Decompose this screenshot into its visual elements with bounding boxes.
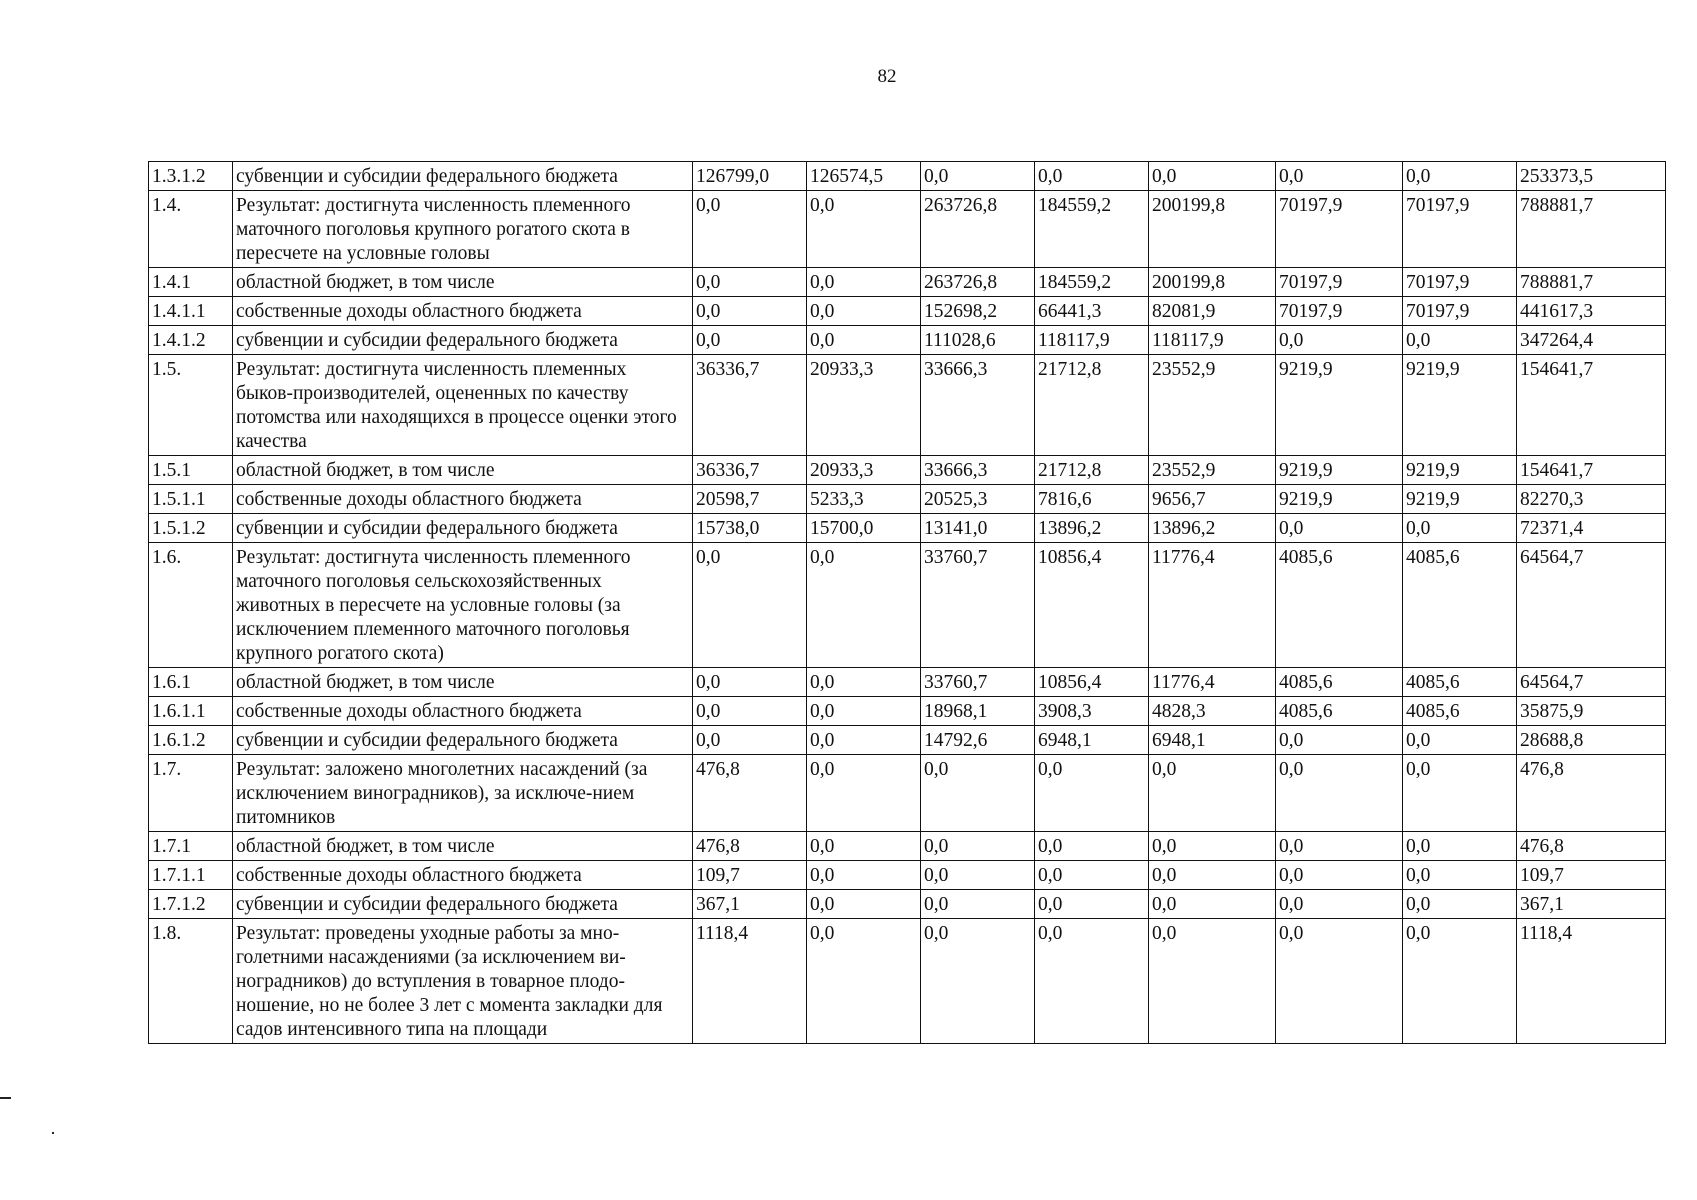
row-value: 36336,7 — [693, 456, 807, 485]
row-value: 476,8 — [693, 755, 807, 832]
row-value: 0,0 — [1149, 832, 1276, 861]
row-value: 70197,9 — [1403, 191, 1517, 268]
row-description: субвенции и субсидии федерального бюджета — [233, 162, 693, 191]
row-value: 0,0 — [807, 697, 921, 726]
table-row — [149, 919, 1666, 1044]
row-value: 20933,3 — [807, 456, 921, 485]
row-value: 0,0 — [1403, 162, 1517, 191]
row-value: 9219,9 — [1403, 355, 1517, 456]
row-value: 9219,9 — [1276, 355, 1403, 456]
row-value: 3908,3 — [1035, 697, 1149, 726]
row-value: 184559,2 — [1035, 268, 1149, 297]
row-value: 126574,5 — [807, 162, 921, 191]
table-row — [149, 543, 1666, 668]
table-row — [149, 697, 1666, 726]
row-value: 184559,2 — [1035, 191, 1149, 268]
table-row — [149, 191, 1666, 268]
row-code: 1.7.1 — [149, 832, 233, 861]
row-value: 33760,7 — [921, 543, 1035, 668]
row-value: 11776,4 — [1149, 668, 1276, 697]
row-code: 1.6. — [149, 543, 233, 668]
row-value: 0,0 — [1276, 514, 1403, 543]
row-description: собственные доходы областного бюджета — [233, 485, 693, 514]
row-value: 13896,2 — [1149, 514, 1276, 543]
row-value: 70197,9 — [1276, 268, 1403, 297]
row-value: 66441,3 — [1035, 297, 1149, 326]
row-value: 70197,9 — [1276, 191, 1403, 268]
row-code: 1.7. — [149, 755, 233, 832]
row-description: субвенции и субсидии федерального бюджета — [233, 514, 693, 543]
table-row — [149, 355, 1666, 456]
row-value: 9219,9 — [1276, 485, 1403, 514]
scan-mark-left — [0, 1097, 11, 1099]
table-row — [149, 668, 1666, 697]
row-value: 6948,1 — [1035, 726, 1149, 755]
row-description: Результат: достигнута численность племенных быков-производителей, оцененных по качеству потомства или находящихся в процессе оценки этого качества — [233, 355, 693, 456]
row-value: 263726,8 — [921, 191, 1035, 268]
row-value: 0,0 — [693, 191, 807, 268]
row-value: 118117,9 — [1149, 326, 1276, 355]
row-total-value: 35875,9 — [1517, 697, 1666, 726]
table-row — [149, 832, 1666, 861]
row-total-value: 347264,4 — [1517, 326, 1666, 355]
table-row — [149, 726, 1666, 755]
row-value: 20525,3 — [921, 485, 1035, 514]
row-code: 1.8. — [149, 919, 233, 1044]
row-value: 9656,7 — [1149, 485, 1276, 514]
row-value: 0,0 — [1403, 861, 1517, 890]
row-description: собственные доходы областного бюджета — [233, 697, 693, 726]
row-total-value: 788881,7 — [1517, 268, 1666, 297]
row-value: 0,0 — [807, 890, 921, 919]
row-value: 0,0 — [921, 832, 1035, 861]
table-row — [149, 297, 1666, 326]
row-value: 70197,9 — [1276, 297, 1403, 326]
row-value: 0,0 — [1035, 162, 1149, 191]
row-total-value: 154641,7 — [1517, 456, 1666, 485]
row-value: 0,0 — [1403, 832, 1517, 861]
row-value: 15738,0 — [693, 514, 807, 543]
row-description: Результат: достигнута численность племенного маточного поголовья сельскохозяйственных животных в пересчете на условные головы (за исключением племенного маточного поголовья крупного рогатого скота) — [233, 543, 693, 668]
row-value: 0,0 — [1276, 755, 1403, 832]
row-code: 1.4.1 — [149, 268, 233, 297]
row-value: 10856,4 — [1035, 668, 1149, 697]
row-value: 0,0 — [921, 919, 1035, 1044]
table-row — [149, 755, 1666, 832]
row-value: 9219,9 — [1276, 456, 1403, 485]
row-code: 1.4.1.1 — [149, 297, 233, 326]
row-value: 0,0 — [693, 726, 807, 755]
row-value: 0,0 — [921, 755, 1035, 832]
row-code: 1.3.1.2 — [149, 162, 233, 191]
row-code: 1.6.1.1 — [149, 697, 233, 726]
row-value: 0,0 — [1035, 755, 1149, 832]
row-value: 21712,8 — [1035, 456, 1149, 485]
row-code: 1.6.1 — [149, 668, 233, 697]
row-value: 33666,3 — [921, 456, 1035, 485]
row-value: 0,0 — [1403, 919, 1517, 1044]
row-value: 200199,8 — [1149, 268, 1276, 297]
row-description: субвенции и субсидии федерального бюджета — [233, 726, 693, 755]
row-value: 21712,8 — [1035, 355, 1149, 456]
row-value: 0,0 — [807, 191, 921, 268]
row-value: 70197,9 — [1403, 268, 1517, 297]
row-code: 1.4. — [149, 191, 233, 268]
row-total-value: 154641,7 — [1517, 355, 1666, 456]
row-value: 0,0 — [693, 697, 807, 726]
row-value: 4085,6 — [1276, 697, 1403, 726]
row-description: собственные доходы областного бюджета — [233, 861, 693, 890]
row-total-value: 64564,7 — [1517, 543, 1666, 668]
table-row — [149, 861, 1666, 890]
row-value: 0,0 — [1149, 861, 1276, 890]
row-value: 23552,9 — [1149, 456, 1276, 485]
row-description: областной бюджет, в том числе — [233, 832, 693, 861]
row-value: 200199,8 — [1149, 191, 1276, 268]
row-value: 0,0 — [921, 861, 1035, 890]
table-row — [149, 485, 1666, 514]
row-value: 0,0 — [1149, 890, 1276, 919]
row-value: 7816,6 — [1035, 485, 1149, 514]
row-code: 1.5.1.1 — [149, 485, 233, 514]
table-row — [149, 456, 1666, 485]
row-total-value: 367,1 — [1517, 890, 1666, 919]
table-row — [149, 514, 1666, 543]
row-description: Результат: заложено многолетних насаждений (за исключением виноградников), за исключе-нием питомников — [233, 755, 693, 832]
row-value: 0,0 — [1276, 832, 1403, 861]
row-value: 152698,2 — [921, 297, 1035, 326]
row-total-value: 788881,7 — [1517, 191, 1666, 268]
row-value: 4085,6 — [1403, 697, 1517, 726]
row-value: 4085,6 — [1403, 543, 1517, 668]
row-value: 13141,0 — [921, 514, 1035, 543]
row-value: 367,1 — [693, 890, 807, 919]
row-total-value: 441617,3 — [1517, 297, 1666, 326]
row-value: 0,0 — [693, 326, 807, 355]
row-code: 1.4.1.2 — [149, 326, 233, 355]
row-value: 0,0 — [1276, 326, 1403, 355]
row-value: 0,0 — [807, 668, 921, 697]
row-total-value: 1118,4 — [1517, 919, 1666, 1044]
row-description: субвенции и субсидии федерального бюджета — [233, 326, 693, 355]
row-code: 1.7.1.1 — [149, 861, 233, 890]
row-value: 0,0 — [807, 297, 921, 326]
scan-mark-bottom — [52, 1132, 54, 1134]
row-value: 20598,7 — [693, 485, 807, 514]
row-code: 1.5. — [149, 355, 233, 456]
row-description: Результат: проведены уходные работы за мно-голетними насаждениями (за исключением ви-ноградников) до вступления в товарное плодо-ношение, но не более 3 лет с момента закладки для садов интенсивного типа на площади — [233, 919, 693, 1044]
row-description: областной бюджет, в том числе — [233, 668, 693, 697]
row-value: 0,0 — [1403, 890, 1517, 919]
row-value: 4085,6 — [1276, 668, 1403, 697]
row-value: 6948,1 — [1149, 726, 1276, 755]
row-value: 33760,7 — [921, 668, 1035, 697]
row-value: 0,0 — [807, 543, 921, 668]
row-description: Результат: достигнута численность племенного маточного поголовья крупного рогатого скота в пересчете на условные головы — [233, 191, 693, 268]
row-value: 11776,4 — [1149, 543, 1276, 668]
row-value: 263726,8 — [921, 268, 1035, 297]
budget-table — [148, 161, 1666, 1044]
row-total-value: 64564,7 — [1517, 668, 1666, 697]
row-total-value: 476,8 — [1517, 755, 1666, 832]
row-value: 0,0 — [807, 268, 921, 297]
row-value: 0,0 — [1276, 861, 1403, 890]
table-row — [149, 890, 1666, 919]
row-description: областной бюджет, в том числе — [233, 268, 693, 297]
row-value: 126799,0 — [693, 162, 807, 191]
row-value: 20933,3 — [807, 355, 921, 456]
row-total-value: 109,7 — [1517, 861, 1666, 890]
row-value: 5233,3 — [807, 485, 921, 514]
row-value: 4085,6 — [1276, 543, 1403, 668]
row-description: собственные доходы областного бюджета — [233, 297, 693, 326]
row-value: 0,0 — [1276, 726, 1403, 755]
row-value: 33666,3 — [921, 355, 1035, 456]
row-value: 0,0 — [807, 755, 921, 832]
row-value: 10856,4 — [1035, 543, 1149, 668]
row-value: 0,0 — [1403, 326, 1517, 355]
row-code: 1.7.1.2 — [149, 890, 233, 919]
row-value: 0,0 — [1403, 514, 1517, 543]
row-value: 23552,9 — [1149, 355, 1276, 456]
row-value: 14792,6 — [921, 726, 1035, 755]
table-row — [149, 268, 1666, 297]
row-value: 9219,9 — [1403, 456, 1517, 485]
row-value: 70197,9 — [1403, 297, 1517, 326]
row-total-value: 82270,3 — [1517, 485, 1666, 514]
row-value: 0,0 — [1149, 755, 1276, 832]
row-value: 0,0 — [693, 297, 807, 326]
row-value: 1118,4 — [693, 919, 807, 1044]
row-value: 13896,2 — [1035, 514, 1149, 543]
row-value: 0,0 — [1403, 755, 1517, 832]
row-value: 0,0 — [693, 668, 807, 697]
row-value: 0,0 — [807, 861, 921, 890]
row-value: 476,8 — [693, 832, 807, 861]
row-value: 82081,9 — [1149, 297, 1276, 326]
row-value: 36336,7 — [693, 355, 807, 456]
row-value: 9219,9 — [1403, 485, 1517, 514]
row-value: 0,0 — [1035, 832, 1149, 861]
row-value: 0,0 — [1276, 890, 1403, 919]
row-value: 0,0 — [807, 919, 921, 1044]
row-value: 4085,6 — [1403, 668, 1517, 697]
row-value: 109,7 — [693, 861, 807, 890]
table-row — [149, 162, 1666, 191]
row-value: 18968,1 — [921, 697, 1035, 726]
row-value: 0,0 — [921, 162, 1035, 191]
row-value: 0,0 — [921, 890, 1035, 919]
row-total-value: 253373,5 — [1517, 162, 1666, 191]
row-value: 0,0 — [693, 268, 807, 297]
row-value: 0,0 — [807, 326, 921, 355]
row-value: 0,0 — [693, 543, 807, 668]
row-value: 118117,9 — [1035, 326, 1149, 355]
row-value: 0,0 — [807, 832, 921, 861]
row-description: субвенции и субсидии федерального бюджета — [233, 890, 693, 919]
table-row — [149, 326, 1666, 355]
row-total-value: 476,8 — [1517, 832, 1666, 861]
row-value: 0,0 — [807, 726, 921, 755]
page-number: 82 — [877, 66, 897, 87]
row-description: областной бюджет, в том числе — [233, 456, 693, 485]
row-value: 0,0 — [1276, 919, 1403, 1044]
row-value: 0,0 — [1149, 162, 1276, 191]
row-value: 0,0 — [1403, 726, 1517, 755]
row-value: 15700,0 — [807, 514, 921, 543]
row-value: 4828,3 — [1149, 697, 1276, 726]
row-code: 1.6.1.2 — [149, 726, 233, 755]
row-value: 0,0 — [1035, 861, 1149, 890]
row-value: 0,0 — [1035, 919, 1149, 1044]
row-code: 1.5.1.2 — [149, 514, 233, 543]
row-total-value: 28688,8 — [1517, 726, 1666, 755]
row-value: 0,0 — [1035, 890, 1149, 919]
row-value: 111028,6 — [921, 326, 1035, 355]
row-value: 0,0 — [1149, 919, 1276, 1044]
row-total-value: 72371,4 — [1517, 514, 1666, 543]
row-code: 1.5.1 — [149, 456, 233, 485]
row-value: 0,0 — [1276, 162, 1403, 191]
